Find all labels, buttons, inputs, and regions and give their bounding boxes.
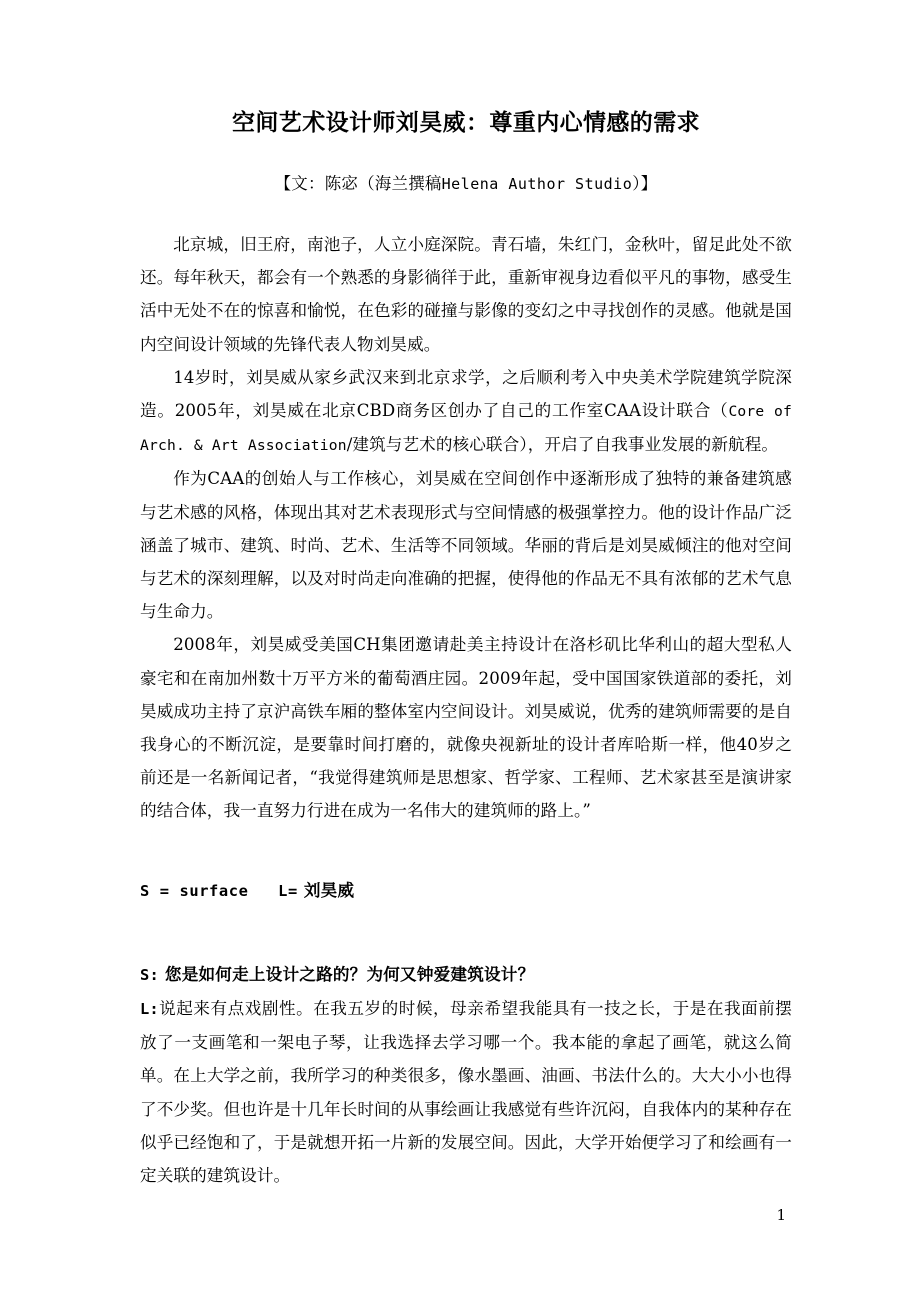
byline-suffix: ）】 bbox=[632, 173, 658, 193]
caa-full-name: Core of Arch. & Art Association bbox=[140, 403, 792, 455]
byline-studio-name: Helena Author Studio bbox=[441, 174, 633, 193]
paragraph-2-part-a: 14岁时，刘昊威从家乡武汉来到北京求学，之后顺利考入中央美术学院建筑学院深造。2005年，刘昊威在北京CBD商务区创办了自己的工作室CAA设计联合（ bbox=[140, 367, 792, 420]
question-body: 您是如何走上设计之路的？为何又钟爱建筑设计？ bbox=[164, 963, 535, 984]
paragraph-3: 作为CAA的创始人与工作核心，刘昊威在空间创作中逐渐形成了独特的兼备建筑感与艺术感的风格，体现出其对艺术表现形式与空间情感的极强掌控力。他的设计作品广泛涵盖了城市、建筑、时尚、艺术、生活等不同领域。华丽的背后是刘昊威倾注的他对空间与艺术的深刻理解，以及对时尚走向准确的把握，使得他的作品无不具有浓郁的艺术气息与生命力。 bbox=[140, 469, 792, 622]
key-l-name: 刘昊威 bbox=[303, 879, 355, 900]
answer-body: 说起来有点戏剧性。在我五岁的时候，母亲希望我能具有一技之长，于是在我面前摆放了一支画笔和一架电子琴，让我选择去学习哪一个。我本能的拿起了画笔，就这么简单。在上大学之前，我所学习的种类很多，像水墨画、油画、书法什么的。大大小小也得了不少奖。但也许是十几年长时间的从事绘画让我感觉有些许沉闷，自我体内的某种存在似乎已经饱和了，于是就想开拓一片新的发展空间。因此，大学开始便学习了和绘画有一定关联的建筑设计。 bbox=[140, 999, 792, 1186]
document-body bbox=[140, 0, 792, 1192]
page-title: 空间艺术设计师刘昊威：尊重内心情感的需求 bbox=[232, 109, 700, 136]
question-speaker-label: S: bbox=[140, 965, 159, 984]
paragraph-4: 2008年，刘昊威受美国CH集团邀请赴美主持设计在洛杉矶比华利山的超大型私人豪宅和在南加州数十万平方米的葡萄酒庄园。2009年起，受中国国家铁道部的委托，刘昊威成功主持了京沪高铁车厢的整体室内空间设计。刘昊威说，优秀的建筑师需要的是自我身心的不断沉淀，是要靠时间打磨的，就像央视新址的设计者库哈斯一样，他40岁之前还是一名新闻记者，“我觉得建筑师是思想家、哲学家、工程师、艺术家甚至是演讲家的结合体，我一直努力行进在成为一名伟大的建筑师的路上。” bbox=[140, 635, 792, 821]
byline bbox=[140, 172, 792, 195]
key-l-label: L= bbox=[278, 881, 298, 900]
answer-speaker-label: L: bbox=[140, 1000, 159, 1019]
page-number: 1 bbox=[776, 1206, 786, 1224]
interview-answer bbox=[140, 992, 792, 1192]
paragraph-1: 北京城，旧王府，南池子，人立小庭深院。青石墙，朱红门，金秋叶，留足此处不欲还。每年秋天，都会有一个熟悉的身影徜徉于此，重新审视身边看似平凡的事物，感受生活中无处不在的惊喜和愉悦，在色彩的碰撞与影像的变幻之中寻找创作的灵感。他就是国内空间设计领域的先锋代表人物刘昊威。 bbox=[140, 234, 792, 354]
interview-question bbox=[140, 958, 792, 992]
paragraph-2 bbox=[140, 361, 792, 463]
byline-prefix: 【文：陈宓（海兰撰稿 bbox=[274, 173, 442, 193]
abbreviation-key bbox=[140, 874, 792, 908]
paragraph-2-part-b: /建筑与艺术的核心联合），开启了自我事业发展的新航程。 bbox=[346, 435, 779, 455]
key-s-definition: S = surface bbox=[140, 881, 249, 900]
